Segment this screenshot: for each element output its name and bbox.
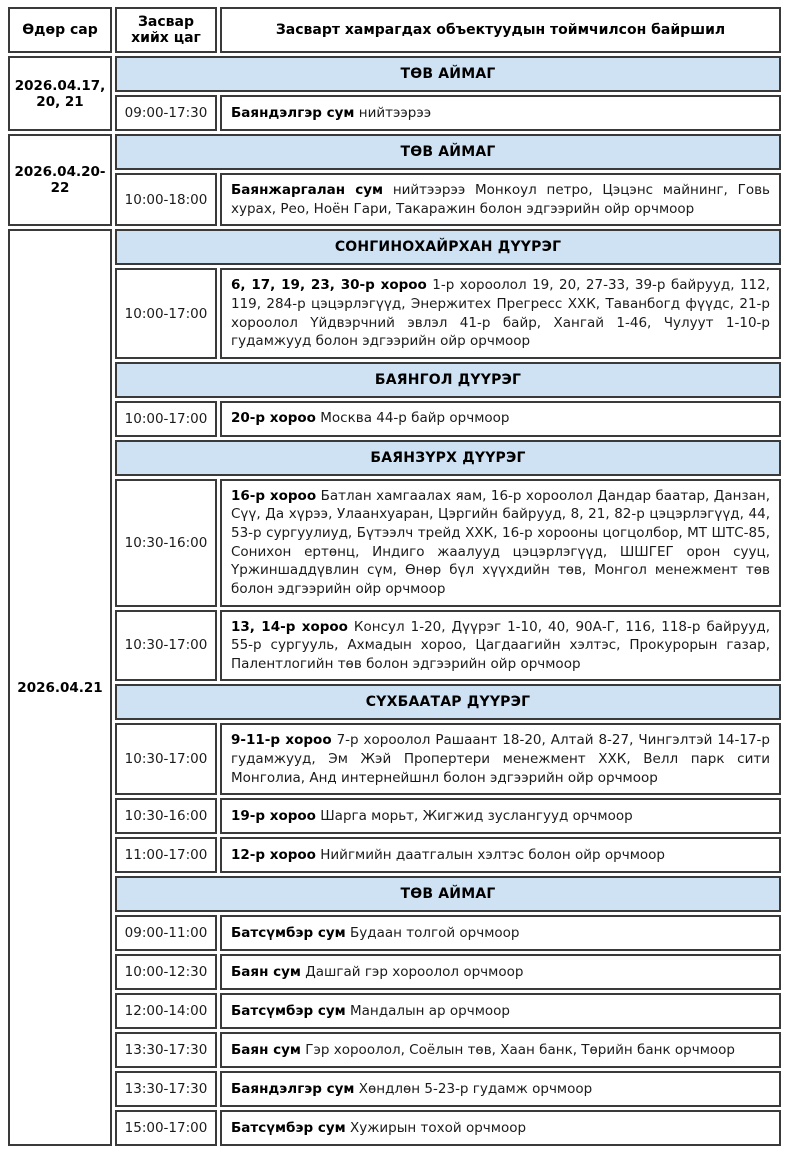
time-cell: 11:00-17:00 bbox=[115, 837, 217, 873]
header-location-column: Засварт хамрагдах объектуудын тоймчилсон байршил bbox=[220, 7, 781, 53]
schedule-table bbox=[5, 4, 784, 1149]
location-lead: Батсүмбэр сум bbox=[231, 1002, 346, 1019]
date-cell: 2026.04.17, 20, 21 bbox=[8, 56, 112, 131]
location-rest: Хөндлөн 5-23-р гудамж орчмоор bbox=[358, 1080, 593, 1097]
section-header: БАЯНЗҮРХ ДҮҮРЭГ bbox=[115, 440, 781, 476]
location-lead: 9-11-р хороо bbox=[231, 732, 332, 749]
schedule-row bbox=[8, 1110, 781, 1146]
schedule-body bbox=[8, 56, 781, 1146]
location-lead: Баяндэлгэр сум bbox=[231, 1080, 355, 1097]
location-lead: Баяндэлгэр сум bbox=[231, 104, 355, 121]
location-rest: Батлан хамгаалах яам, 16-р хороолол Дандар баатар, Данзан, Сүү, Да хүрээ, Улаанхуаран, Цэргийн байрууд, 8, 21, 82-р цэцэрлэгүүд, 44, 53-р сургуулиуд, Бүтээлч трейд ХХК, 16-р хорооны цогцолбор, МТ ШТС-85, Сонихон ертөнц, Индиго жаалууд цэцэрлэгүүд, ШШГЕГ орон сууц, Үржиншаддүвлин сүм, Өнөр бүл хүүхдийн төв, Монгол менежмент төв болон эдгээрийн ойр орчмоор bbox=[231, 487, 771, 597]
location-cell bbox=[220, 798, 781, 834]
location-rest: нийтээрээ Монкоул петро, Цэцэнс майнинг, Говь хурах, Рео, Ноён Гари, Такаражин болон эдгээрийн ойр орчмоор bbox=[231, 182, 770, 217]
location-rest: 7-р хороолол Рашаант 18-20, Алтай 8-27, Чингэлтэй 14-17-р гудамжууд, Эм Жэй Пропертери менежмент ХХК, Велл парк сити Монголиа, Анд интернейшнл болон эдгээрийн ойр орчмоор bbox=[231, 732, 770, 786]
time-cell: 10:00-17:00 bbox=[115, 401, 217, 437]
location-lead: Батсүмбэр сум bbox=[231, 924, 346, 941]
time-cell: 09:00-17:30 bbox=[115, 95, 217, 131]
section-header: ТӨВ АЙМАГ bbox=[115, 56, 781, 92]
time-cell: 10:30-16:00 bbox=[115, 798, 217, 834]
location-lead: 20-р хороо bbox=[231, 410, 316, 427]
location-lead: 19-р хороо bbox=[231, 807, 316, 824]
schedule-row bbox=[8, 173, 781, 226]
section-row bbox=[8, 56, 781, 92]
time-cell: 15:00-17:00 bbox=[115, 1110, 217, 1146]
schedule-row bbox=[8, 95, 781, 131]
location-lead: Батсүмбэр сум bbox=[231, 1119, 346, 1136]
location-rest: 1-р хороолол 19, 20, 27-33, 39-р байрууд, 112, 119, 284-р цэцэрлэгүүд, Энержитех Прегресс ХХК, Таванбогд фүүдс, 21-р хороолол Үйдвэрчний эвлэл 41-р байр, Хангай 1-46, Чулуут 1-10-р гудамжууд болон эдгээрийн ойр орчмоор bbox=[231, 277, 771, 350]
time-cell: 10:00-17:00 bbox=[115, 268, 217, 359]
time-cell: 10:00-12:30 bbox=[115, 954, 217, 990]
schedule-row bbox=[8, 401, 781, 437]
section-header: СОНГИНОХАЙРХАН ДҮҮРЭГ bbox=[115, 229, 781, 265]
date-cell: 2026.04.20-22 bbox=[8, 134, 112, 226]
header-time-column: Засвар хийх цаг bbox=[115, 7, 217, 53]
location-rest: Будаан толгой орчмоор bbox=[350, 924, 520, 941]
time-cell: 10:30-17:00 bbox=[115, 610, 217, 682]
location-lead: 16-р хороо bbox=[231, 487, 317, 504]
date-cell: 2026.04.21 bbox=[8, 229, 112, 1146]
location-rest: Нийгмийн даатгалын хэлтэс болон ойр орчмоор bbox=[320, 846, 665, 863]
section-row bbox=[8, 684, 781, 720]
header-date-column: Өдөр сар bbox=[8, 7, 112, 53]
schedule-row bbox=[8, 954, 781, 990]
schedule-row bbox=[8, 479, 781, 607]
time-cell: 13:30-17:30 bbox=[115, 1032, 217, 1068]
location-lead: 13, 14-р хороо bbox=[231, 618, 348, 635]
location-lead: 12-р хороо bbox=[231, 846, 316, 863]
section-row bbox=[8, 440, 781, 476]
location-lead: 6, 17, 19, 23, 30-р хороо bbox=[231, 277, 427, 294]
location-cell bbox=[220, 723, 781, 795]
location-rest: нийтээрээ bbox=[358, 104, 432, 121]
location-rest: Дашгай гэр хороолол орчмоор bbox=[305, 963, 524, 980]
schedule-row bbox=[8, 1032, 781, 1068]
section-header: СҮХБААТАР ДҮҮРЭГ bbox=[115, 684, 781, 720]
schedule-row bbox=[8, 268, 781, 359]
section-row bbox=[8, 134, 781, 170]
section-row bbox=[8, 229, 781, 265]
schedule-row bbox=[8, 1071, 781, 1107]
section-row bbox=[8, 876, 781, 912]
location-cell bbox=[220, 1071, 781, 1107]
location-rest: Хужирын тохой орчмоор bbox=[350, 1119, 527, 1136]
schedule-row bbox=[8, 915, 781, 951]
location-cell bbox=[220, 954, 781, 990]
schedule-row bbox=[8, 798, 781, 834]
location-lead: Баян сум bbox=[231, 963, 301, 980]
schedule-row bbox=[8, 837, 781, 873]
location-cell bbox=[220, 479, 781, 607]
schedule-row bbox=[8, 723, 781, 795]
section-row bbox=[8, 362, 781, 398]
time-cell: 10:00-18:00 bbox=[115, 173, 217, 226]
time-cell: 12:00-14:00 bbox=[115, 993, 217, 1029]
location-cell bbox=[220, 837, 781, 873]
location-cell bbox=[220, 173, 781, 226]
schedule-row bbox=[8, 610, 781, 682]
location-lead: Баян сум bbox=[231, 1041, 301, 1058]
location-rest: Консул 1-20, Дүүрэг 1-10, 40, 90А-Г, 116, 118-р байрууд, 55-р сургууль, Ахмадын хороо, Цагдаагийн хэлтэс, Прокурорын газар, Палентлогийн төв болон эдгээрийн ойр орчмоор bbox=[231, 618, 770, 672]
location-rest: Мандалын ар орчмоор bbox=[350, 1002, 510, 1019]
location-cell bbox=[220, 268, 781, 359]
section-header: ТӨВ АЙМАГ bbox=[115, 134, 781, 170]
location-cell bbox=[220, 95, 781, 131]
time-cell: 10:30-16:00 bbox=[115, 479, 217, 607]
location-lead: Баянжаргалан сум bbox=[231, 182, 384, 198]
location-rest: Шарга морьт, Жигжид зуслангууд орчмоор bbox=[320, 807, 633, 824]
location-rest: Москва 44-р байр орчмоор bbox=[320, 410, 510, 427]
location-cell bbox=[220, 1032, 781, 1068]
time-cell: 13:30-17:30 bbox=[115, 1071, 217, 1107]
section-header: ТӨВ АЙМАГ bbox=[115, 876, 781, 912]
location-rest: Гэр хороолол, Соёлын төв, Хаан банк, Төрийн банк орчмоор bbox=[305, 1041, 735, 1058]
location-cell bbox=[220, 915, 781, 951]
time-cell: 10:30-17:00 bbox=[115, 723, 217, 795]
location-cell bbox=[220, 401, 781, 437]
time-cell: 09:00-11:00 bbox=[115, 915, 217, 951]
header-row bbox=[8, 7, 781, 53]
location-cell bbox=[220, 1110, 781, 1146]
location-cell bbox=[220, 610, 781, 682]
section-header: БАЯНГОЛ ДҮҮРЭГ bbox=[115, 362, 781, 398]
